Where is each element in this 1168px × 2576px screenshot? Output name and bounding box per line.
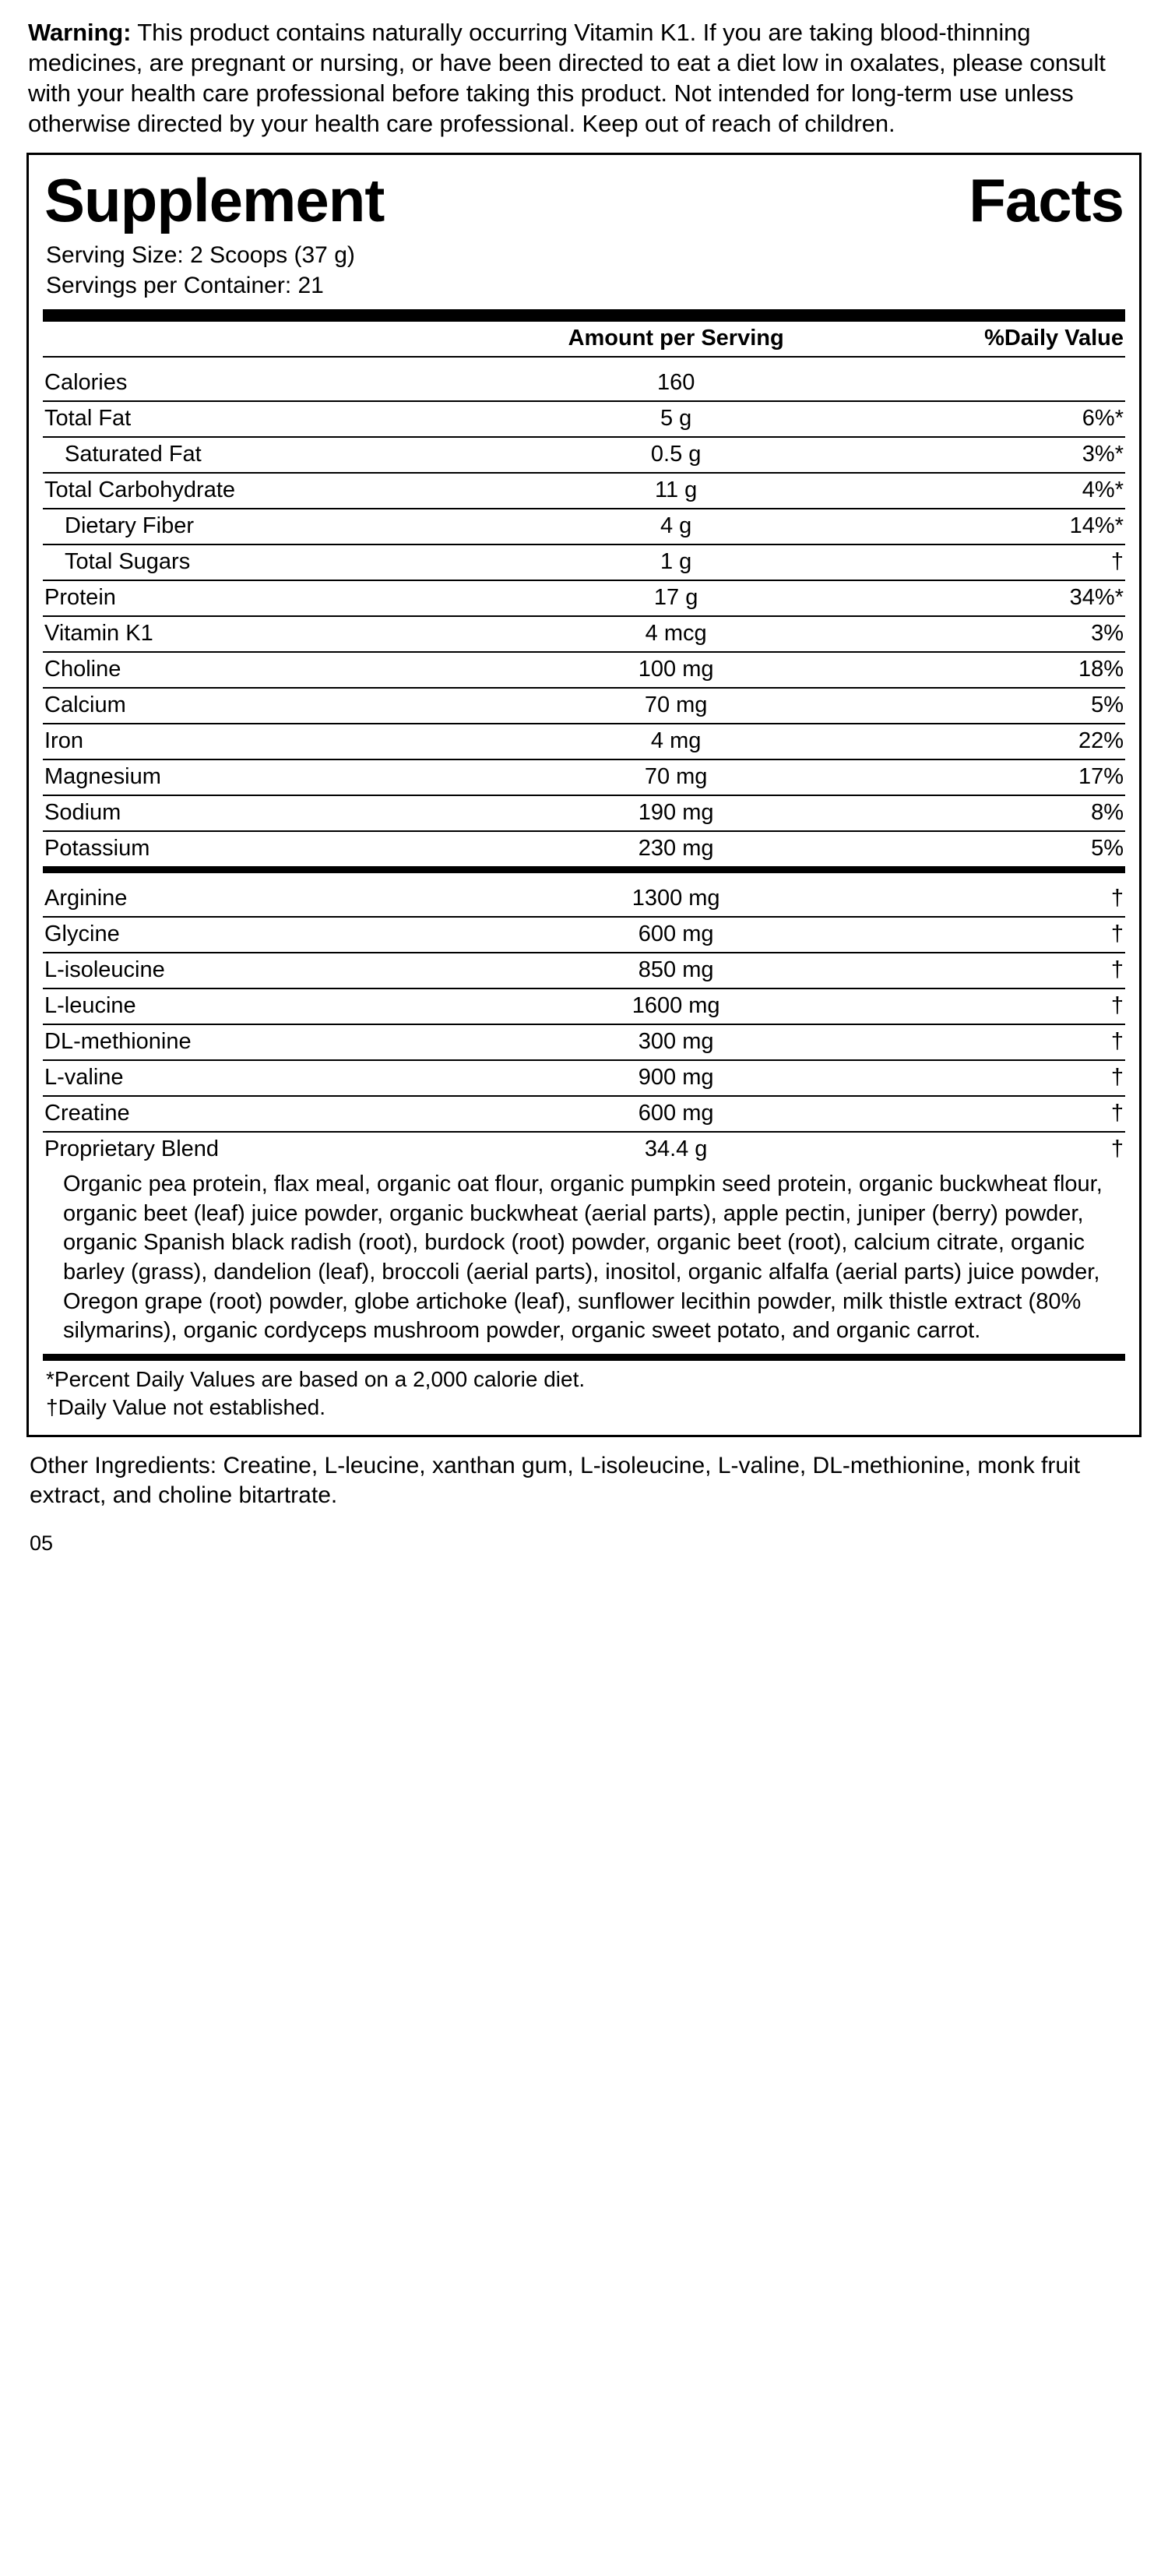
amino-name: DL-methionine [43, 1024, 498, 1060]
nutrient-dv: 5% [854, 688, 1125, 724]
amino-amount: 900 mg [498, 1060, 855, 1096]
nutrient-amount: 70 mg [498, 759, 855, 795]
nutrient-amount: 1 g [498, 544, 855, 580]
table-row [43, 580, 1125, 616]
servings-per-container: Servings per Container: 21 [46, 273, 324, 299]
nutrient-name: Calcium [43, 688, 498, 724]
nutrient-name: Choline [43, 652, 498, 688]
rule-before-footnotes [43, 1354, 1125, 1361]
amino-amount: 1300 mg [631, 885, 720, 911]
amino-dv: † [854, 1024, 1125, 1060]
table-row [43, 882, 1125, 917]
table-row [43, 544, 1125, 580]
amino-dv: † [854, 1060, 1125, 1096]
amino-name: Arginine [44, 885, 128, 911]
nutrition-table [43, 322, 1125, 1167]
serving-size: Serving Size: 2 Scoops (37 g) [46, 241, 355, 268]
nutrient-dv: 3% [854, 616, 1125, 652]
nutrient-amount: 70 mg [498, 688, 855, 724]
nutrient-dv: 8% [854, 795, 1125, 831]
table-row [43, 917, 1125, 953]
amino-name: L-valine [43, 1060, 498, 1096]
amino-amount: 300 mg [498, 1024, 855, 1060]
blend-dv: † [854, 1132, 1125, 1167]
blend-name: Proprietary Blend [43, 1132, 498, 1167]
amino-name: Glycine [43, 917, 498, 953]
nutrient-name: Saturated Fat [43, 437, 498, 473]
amino-name: L-isoleucine [43, 953, 498, 988]
table-row [43, 652, 1125, 688]
nutrient-amount: 4 mcg [498, 616, 855, 652]
nutrient-name: Calories [44, 369, 128, 395]
nutrient-name: Potassium [43, 831, 498, 870]
nutrient-dv: 4%* [854, 473, 1125, 509]
nutrient-amount: 5 g [498, 401, 855, 437]
page-number: 05 [30, 1531, 54, 1555]
nutrient-dv: 22% [854, 724, 1125, 759]
table-row [43, 831, 1125, 870]
supplement-facts-panel [26, 153, 1142, 1437]
rule-under-header [43, 357, 1125, 366]
nutrient-name: Total Carbohydrate [43, 473, 498, 509]
nutrient-amount: 160 [656, 369, 695, 395]
amino-amount: 600 mg [498, 1096, 855, 1132]
nutrient-amount: 230 mg [498, 831, 855, 870]
nutrient-name: Dietary Fiber [43, 509, 498, 544]
table-row [43, 473, 1125, 509]
table-row [43, 953, 1125, 988]
other-ingredients: Other Ingredients: Creatine, L-leucine, xanthan gum, L-isoleucine, L-valine, DL-methionine, monk fruit extract, and choline bitartrate. [30, 1452, 1081, 1509]
serving-info [43, 238, 1125, 308]
header-amount-per-serving: Amount per Serving [568, 325, 784, 351]
nutrient-amount: 4 g [498, 509, 855, 544]
nutrient-name: Total Fat [43, 401, 498, 437]
nutrient-name: Protein [43, 580, 498, 616]
table-row [43, 401, 1125, 437]
footnote-dagger: †Daily Value not established. [46, 1395, 326, 1420]
nutrient-dv: 6%* [854, 401, 1125, 437]
table-row [43, 437, 1125, 473]
amino-amount: 850 mg [498, 953, 855, 988]
table-row [43, 1024, 1125, 1060]
title-word-facts: Facts [969, 166, 1124, 235]
proprietary-blend-row [43, 1132, 1125, 1167]
table-row [43, 795, 1125, 831]
table-header-row [43, 322, 1125, 357]
nutrient-dv: 3%* [854, 437, 1125, 473]
warning-text: This product contains naturally occurring Vitamin K1. If you are taking blood-thinning medicines, are pregnant or nursing, or have been directed to eat a diet low in oxalates, please consult with your health care professional before taking this product. Not intended for long-term use unless otherwise directed by your health care professional. Keep out of reach of children. [28, 19, 1106, 138]
amino-dv: † [854, 917, 1125, 953]
nutrient-name: Vitamin K1 [43, 616, 498, 652]
nutrient-dv: 18% [854, 652, 1125, 688]
rule-thick-top [43, 309, 1125, 322]
nutrient-amount: 17 g [498, 580, 855, 616]
warning-label: Warning: [28, 19, 132, 46]
nutrient-amount: 11 g [498, 473, 855, 509]
table-row [43, 1096, 1125, 1132]
amino-name: Creatine [43, 1096, 498, 1132]
amino-amount: 1600 mg [498, 988, 855, 1024]
table-row [43, 1060, 1125, 1096]
nutrient-name: Sodium [43, 795, 498, 831]
amino-dv: † [854, 988, 1125, 1024]
nutrient-dv: 34%* [854, 580, 1125, 616]
blend-ingredient-list: Organic pea protein, flax meal, organic oat flour, organic pumpkin seed protein, organic buckwheat flour, organic beet (leaf) juice powder, organic buckwheat (aerial parts), apple pectin, juniper (berry) powder, organic Spanish black radish (root), burdock (root) powder, organic beet (root), calcium citrate, organic barley (grass), dandelion (leaf), broccoli (aerial parts), inositol, organic alfalfa (aerial parts) juice powder, Oregon grape (root) powder, globe artichoke (leaf), sunflower lecithin powder, milk thistle extract (80% silymarins), organic cordyceps mushroom powder, organic sweet potato, and organic carrot. [63, 1171, 1103, 1344]
nutrient-dv [854, 366, 1125, 401]
footnotes [43, 1361, 1125, 1424]
nutrient-amount: 190 mg [498, 795, 855, 831]
amino-dv: † [1110, 885, 1124, 911]
nutrient-dv: 5% [854, 831, 1125, 870]
header-blank [43, 322, 498, 357]
blend-amount: 34.4 g [498, 1132, 855, 1167]
amino-amount: 600 mg [498, 917, 855, 953]
nutrient-name: Total Sugars [43, 544, 498, 580]
table-row [43, 616, 1125, 652]
nutrient-name: Iron [43, 724, 498, 759]
nutrient-dv: † [854, 544, 1125, 580]
warning-paragraph [28, 17, 1142, 139]
table-row [43, 509, 1125, 544]
table-row [43, 988, 1125, 1024]
table-row [43, 759, 1125, 795]
amino-dv: † [854, 1096, 1125, 1132]
rule-before-aminos [43, 869, 1125, 882]
header-daily-value: %Daily Value [984, 325, 1124, 351]
nutrient-dv: 14%* [854, 509, 1125, 544]
footnote-daily-values: *Percent Daily Values are based on a 2,000 calorie diet. [46, 1366, 586, 1391]
table-row [43, 366, 1125, 401]
nutrient-amount: 100 mg [498, 652, 855, 688]
supplement-facts-title [43, 166, 1125, 238]
amino-dv: † [854, 953, 1125, 988]
nutrient-amount: 0.5 g [498, 437, 855, 473]
title-word-supplement: Supplement [44, 166, 385, 235]
nutrient-dv: 17% [854, 759, 1125, 795]
table-row [43, 724, 1125, 759]
nutrient-amount: 4 mg [498, 724, 855, 759]
nutrient-name: Magnesium [43, 759, 498, 795]
table-row [43, 688, 1125, 724]
amino-name: L-leucine [43, 988, 498, 1024]
